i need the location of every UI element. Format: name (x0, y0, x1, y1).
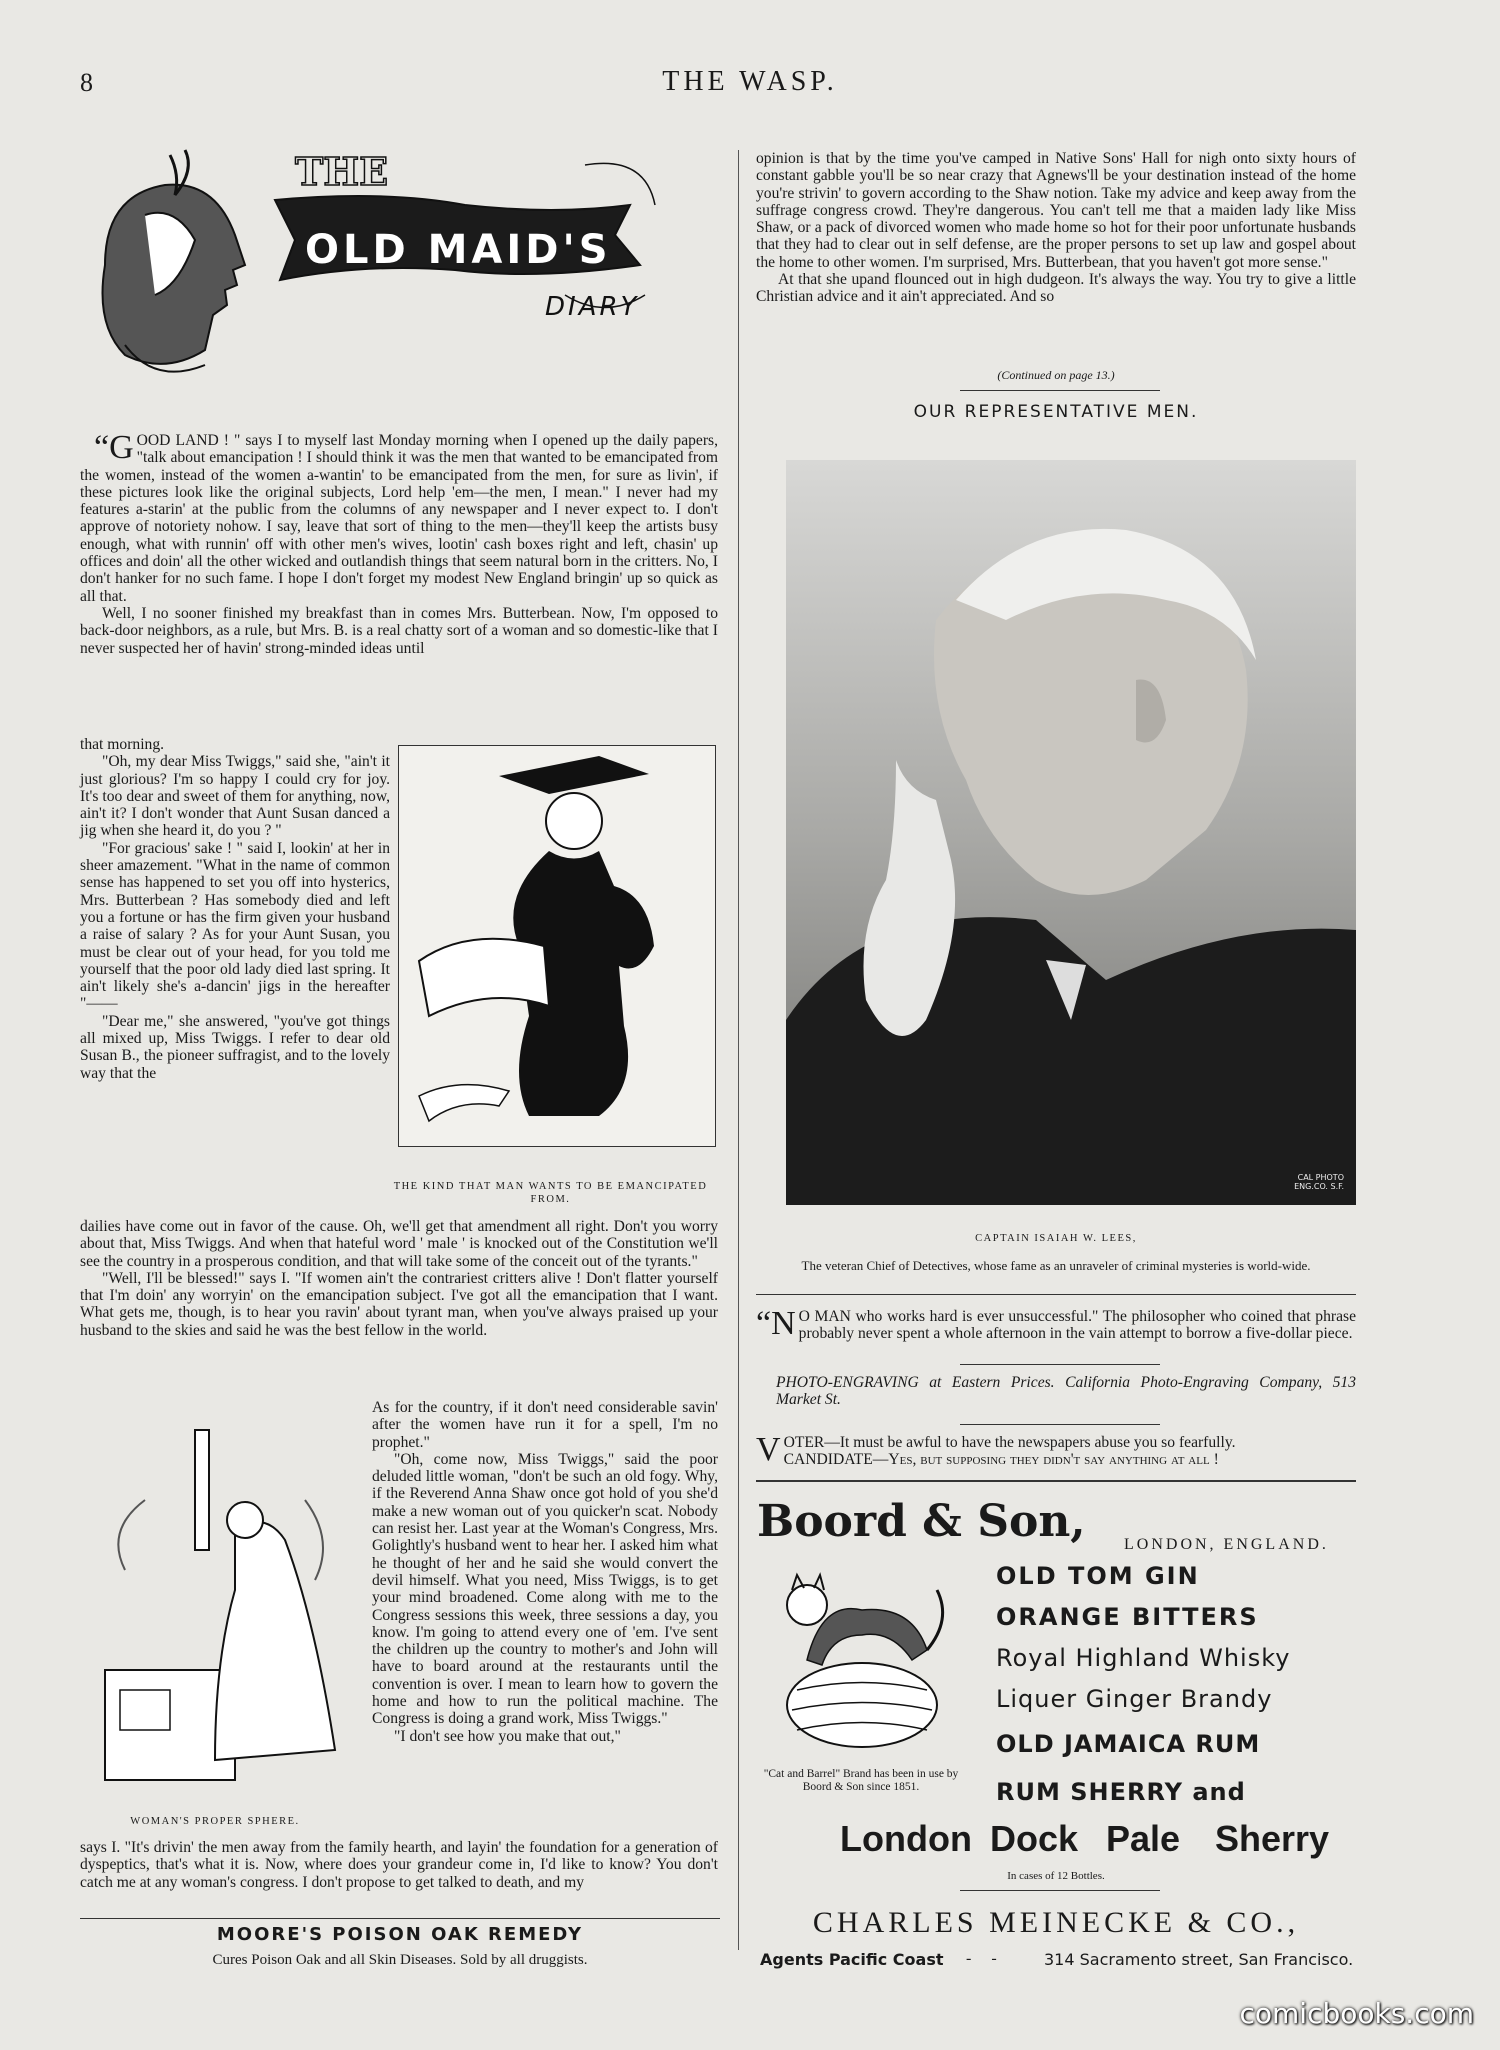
photo-credit: CAL PHOTO ENG.CO. S.F. (1294, 1173, 1344, 1191)
diary-paragraph-2: Well, I no sooner finished my breakfast than in comes Mrs. Butterbean. Now, I'm opposed to back-door neighbors, as a rule, but Mrs. B. is a real chatty sort of a woman and so domestic-like that I never suspected her of havin' strong-minded ideas until (80, 604, 718, 657)
masthead-old-maids: OLD MAID'S (305, 227, 612, 273)
ad-product-last-4: Sherry (1215, 1818, 1330, 1859)
diary-paragraph-8b: says I. "It's drivin' the men away from the family hearth, and layin' the foundation for a generation of dyspeptics, that's what it is. Now, where does your grandeur come in, I'd like to know? You don't catch me at any woman's congress. I don't propose to get talked to death, and my (80, 1839, 718, 1891)
diary-text-bottom (80, 1839, 718, 1891)
poison-oak-ad-title: MOORE'S POISON OAK REMEDY (216, 1924, 584, 1945)
note-no-man: “N O MAN who works hard is ever unsuccessful." The philosopher who coined that phrase probably never spent a whole afternoon in the vain attempt to borrow a five-dollar piece. (756, 1305, 1356, 1343)
ad-address: 314 Sacramento street, San Francisco. (1044, 1950, 1354, 1969)
diary-text-middle (80, 1218, 718, 1339)
note-no-man-text: O MAN who works hard is ever unsuccessful." The philosopher who coined that phrase probably never spent a whole afternoon in the vain attempt to borrow a five-dollar piece. (798, 1308, 1356, 1343)
ad-product-3: Royal Highland Whisky (996, 1644, 1291, 1672)
ad-product-1: OLD TOM GIN (996, 1562, 1200, 1590)
ad-product-last-3: Pale (1106, 1818, 1181, 1859)
portrait-caption-name: CAPTAIN ISAIAH W. LEES, (975, 1233, 1137, 1244)
ad-product-4: Liquer Ginger Brandy (996, 1685, 1273, 1713)
diary-text-top: “G OOD LAND ! " says I to myself last Monday morning when I opened up the daily papers, "talk about emancipation ! I should think it was the men that wanted to be emancipated from the women, instead of the women a-wantin' to be emancipated from the men, for sure as livin', if these pictures look like the original subjects, Lord help 'em—the men, I mean." I never had my features a-starin' at the public from the columns of any newspaper and I never expect to. I don't approve of notoriety nohow. I say, leave that sort of thing to the men—they'll keep the artists busy enough, what with runnin' off with other men's wives, lootin' cash boxes right and left, chasin' up offices and doin' all the other wicked and outlandish things that seem natural born in the critters. No, I don't hanker for no such fame. I hope I don't forget my modest New England bringin' up so quick as all that. Well, I no sooner finished my breakfast than in comes Mrs. Butterbean. Now, I'm opposed to back-door neighbors, as a rule, but Mrs. B. is a real chatty sort of a woman and so domestic-like that I never suspected her of havin' strong-minded ideas until (80, 429, 718, 657)
page-title: THE WASP. (662, 66, 838, 97)
note-candidate-text: CANDIDATE—Yes, but supposing they didn't say anything at all ! (783, 1451, 1219, 1469)
ad-agent-name: CHARLES MEINECKE & CO., (812, 1906, 1300, 1939)
diary-paragraph-5b: dailies have come out in favor of the cause. Oh, we'll get that amendment all right. Don't you worry about that, Miss Twiggs. And when that hateful word ' male ' is knocked out of the Constitution we'll see the country in a prosperous condition, and that will take some of the conceit out of the tyrants." (80, 1218, 718, 1270)
ad-cases-note: In cases of 12 Bottles. (1007, 1870, 1105, 1882)
ad-product-5: OLD JAMAICA RUM (996, 1730, 1261, 1758)
diary-text-right-narrow (372, 1399, 718, 1745)
graduate-cartoon-caption: THE KIND THAT MAN WANTS TO BE EMANCIPATED FROM. (393, 1181, 708, 1205)
ad-product-last-2: Dock (990, 1818, 1079, 1859)
ad-product-6: RUM SHERRY and (996, 1778, 1246, 1806)
ad-dashes: - - (966, 1950, 1005, 1967)
portrait-photo (786, 460, 1356, 1205)
poison-oak-ad-text: Cures Poison Oak and all Skin Diseases. Sold by all druggists. (212, 1952, 588, 1968)
masthead-diary: DIARY (545, 292, 640, 322)
ad-agent-role: Agents Pacific Coast (760, 1950, 944, 1969)
ad-brand-note: "Cat and Barrel" Brand has been in use by Boord & Son since 1851. (763, 1768, 959, 1793)
masthead-the: THE (295, 149, 389, 194)
graduate-cartoon (398, 745, 716, 1147)
old-maid-head-illustration (103, 150, 246, 372)
diary-paragraph-2b: that morning. (80, 736, 165, 753)
note-photo-engraving-text: PHOTO-ENGRAVING at Eastern Prices. California Photo-Engraving Company, 513 Market St. (776, 1374, 1356, 1409)
diary-paragraph-7: "Oh, come now, Miss Twiggs," said the poor deluded little woman, "don't be such an old fogy. Why, if the Reverend Anna Shaw once got hold of you she'd make a new woman out of you quicker'n scat. Nobody can resist her. Last year at the Woman's Congress, Mrs. Golightly's husband went to hear her. I asked him what he thought of her and he said she would convert the devil himself. What you need, Miss Twiggs, is to get your mind broadened. Come along with me to the Congress sessions this week, three sessions a day, you know. I'm going to attend every one of 'em. I've sent the children up the country to mother's and John will have to board around at the restaurants until the convention is over. I mean to learn how to govern the home and how to run the political machine. The Congress is doing a grand work, Miss Twiggs." (372, 1450, 718, 1728)
diary-text-narrow (80, 736, 390, 1082)
watermark: comicbooks.com (1239, 1997, 1474, 2030)
woman-at-stove-caption: WOMAN'S PROPER SPHERE. (130, 1816, 300, 1827)
continuation-paragraph-2: At that she upand flounced out in high dudgeon. It's always the way. You try to give a little Christian advice and it ain't appreciated. And so (756, 271, 1356, 306)
diary-paragraph-3: "Oh, my dear Miss Twiggs," said she, "ain't it just glorious? I'm so happy I could cry for joy. It's too dear and sweet of them for anything, now, ain't it? I don't wonder that Aunt Susan danced a jig when she heard it, do you ? " (80, 753, 390, 840)
portrait-heading: OUR REPRESENTATIVE MEN. (913, 402, 1199, 422)
continuation-paragraph-1: opinion is that by the time you've camped in Native Sons' Hall for nigh onto sixty hours of constant gabble you'll be so near crazy that Agnews'll be your destination instead of the home you're strivin' to govern according to the Shaw notion. Take my advice and keep away from the suffrage congress crowd. They're dangerous. You can't tell me that a maiden lady like Miss Shaw, or a pack of divorced women who made home so hot for their poor unfortunate husbands that they had to clear out in self defense, are the proper persons to set up law and gospel about the home to other women. I'm surprised, Mrs. Butterbean, that you haven't got more sense." (756, 150, 1356, 271)
diary-paragraph-4: "For gracious' sake ! " said I, lookin' at her in sheer amazement. "What in the name of common sense has happened to set you off into hysterics, Mrs. Butterbean ? Has somebody died and left you a fortune or has the firm given your husband a raise of salary ? As for your Aunt Susan, you must be clear out of your head, for you told me yourself that the poor old lady died last spring. It ain't likely she's a-dancin' jigs in the hereafter "—— (80, 839, 390, 1013)
diary-continuation (756, 150, 1356, 306)
diary-paragraph-6b: As for the country, if it don't need considerable savin' after the women have run it for a spell, I'm no prophet." (372, 1399, 718, 1451)
page-number: 8 (80, 68, 93, 97)
diary-paragraph-1: OOD LAND ! " says I to myself last Monday morning when I opened up the daily papers, "talk about emancipation ! I should think it was the men that wanted to be emancipated from the women, instead of the women a-wantin' to be emancipated from the men, for sure as livin', if these pictures look like the original subjects, Lord help 'em—the men, I mean." I never had my features a-starin' at the public from the columns of any newspaper and I never expect to. I don't approve of notoriety nohow. I say, leave that sort of thing to the men—they'll keep the artists busy enough, what with runnin' off with other men's wives, lootin' cash boxes right and left, chasin' up offices and doin' all the other wicked and outlandish things that seem natural born in the critters. No, I don't hanker for no such fame. I hope I don't forget my modest New England bringin' up so quick as all that. (80, 432, 718, 605)
ad-product-last-1: London (840, 1818, 972, 1859)
woman-at-stove-cartoon (85, 1420, 345, 1810)
note-voter-text: OTER—It must be awful to have the newspapers abuse you so fearfully. (783, 1434, 1236, 1451)
continued-note: (Continued on page 13.) (997, 368, 1115, 382)
note-voter: VOTER—It must be awful to have the newspapers abuse you so fearfully. CANDIDATE—Yes, but supposing they didn't say anything at all ! (756, 1431, 1236, 1469)
cat-and-barrel-icon (762, 1560, 962, 1750)
ad-location: LONDON, ENGLAND. (1124, 1536, 1329, 1553)
diary-paragraph-8: "I don't see how you make that out," (394, 1727, 621, 1745)
diary-paragraph-6: "Well, I'll be blessed!" says I. "If women ain't the contrariest critters alive ! Don't flatter yourself that I'm doin' any worryin' on the emancipation subject. I've got all the emancipation that I want. What gets me, though, is to hear you ravin' about tyrant man, when you've always praised up your husband to the skies and said he was the best fellow in the world. (80, 1269, 718, 1339)
ad-product-2: ORANGE BITTERS (996, 1603, 1259, 1631)
note-photo-engraving (756, 1374, 1356, 1409)
portrait-caption-description: The veteran Chief of Detectives, whose fame as an unraveler of criminal mysteries is world-wide. (801, 1258, 1311, 1273)
diary-paragraph-5: "Dear me," she answered, "you've got things all mixed up, Miss Twiggs. I refer to dear old Susan B., the pioneer suffragist, and to the lovely way that the (80, 1012, 390, 1082)
ad-firm-name: Boord & Son, (757, 1496, 1086, 1547)
old-maids-diary-masthead (85, 145, 705, 395)
